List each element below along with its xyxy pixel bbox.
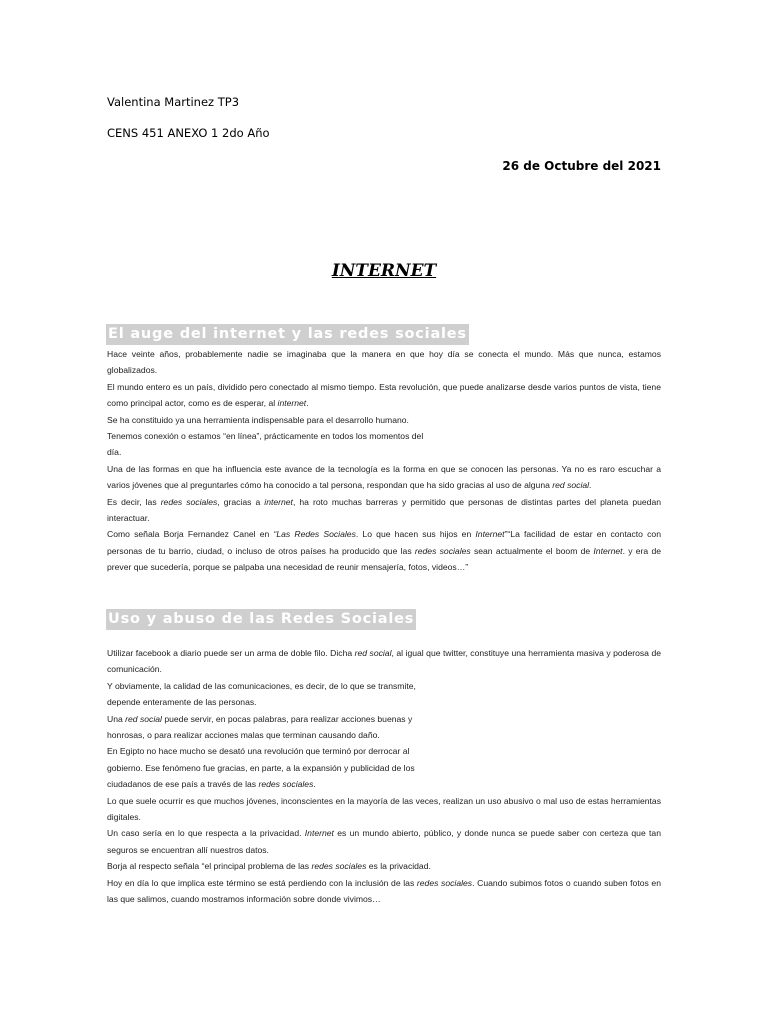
paragraph: Y obviamente, la calidad de las comunicaciones, es decir, de lo que se transmite, depende enteramente de las personas. <box>107 680 416 708</box>
paragraph: En Egipto no hace mucho se desató una revolución que terminó por derrocar al gobierno. Ese fenómeno fue gracias, en parte, a la expansión y publicidad de los ciudadanos de ese país a través de las redes sociales. <box>107 746 415 790</box>
section-body-auge <box>107 346 661 576</box>
paragraph: Hoy en día lo que implica este término se está perdiendo con la inclusión de las redes sociales. Cuando subimos fotos o cuando suben fotos en las que salimos, cuando mostramos información sobre donde vivimos… <box>107 877 661 905</box>
paragraph: Tenemos conexión o estamos “en línea”, prácticamente en todos los momentos del día. <box>107 431 424 458</box>
page-title: INTERNET <box>331 261 437 281</box>
section-body-uso <box>107 645 661 908</box>
paragraph: Es decir, las redes sociales, gracias a internet, ha roto muchas barreras y permitido que personas de distintas partes del planeta puedan interactuar. <box>107 496 662 524</box>
paragraph: Se ha constituido ya una herramienta indispensable para el desarrollo humano. <box>107 414 409 425</box>
paragraph: Utilizar facebook a diario puede ser un arma de doble filo. Dicha red social, al igual que twitter, constituye una herramienta masiva y poderosa de comunicación. <box>107 648 661 675</box>
paragraph: Borja al respecto señala “el principal problema de las redes sociales es la privacidad. <box>107 861 431 872</box>
paragraph: Hace veinte años, probablemente nadie se imaginaba que la manera en que hoy día se conecta el mundo. Más que nunca, estamos globalizados. <box>107 349 661 376</box>
date-line: 26 de Octubre del 2021 <box>502 159 661 173</box>
paragraph: Una de las formas en que ha influencia este avance de la tecnología es la forma en que se conocen las personas. Ya no es raro escuchar a varios jóvenes que al preguntarles cómo ha conocido a tal persona, respondan que ha sido gracias al uso de alguna red social. <box>107 463 661 491</box>
school-line: CENS 451 ANEXO 1 2do Año <box>107 126 270 140</box>
section-heading-auge: El auge del internet y las redes sociales <box>106 324 469 345</box>
author-line: Valentina Martinez TP3 <box>107 95 240 109</box>
paragraph: Una red social puede servir, en pocas palabras, para realizar acciones buenas y honrosas, o para realizar acciones malas que terminan causando daño. <box>107 713 413 741</box>
paragraph: Como señala Borja Fernandez Canel en “Las Redes Sociales. Lo que hacen sus hijos en Internet”“La facilidad de estar en contacto con personas de tu barrio, ciudad, o incluso de otros países ha producido que las redes sociales sean actualmente el boom de Internet. y era de prever que sucedería, porque se palpaba una necesidad de reunir mensajería, fotos, videos…” <box>107 529 662 573</box>
paragraph: El mundo entero es un país, dividido pero conectado al mismo tiempo. Esta revolución, que puede analizarse desde varios puntos de vista, tiene como principal actor, como es de esperar, al internet. <box>107 381 661 409</box>
paragraph: Un caso sería en lo que respecta a la privacidad. Internet es un mundo abierto, público, y donde nunca se puede saber con certeza que tan seguros se encuentran allí nuestros datos. <box>107 828 661 855</box>
section-heading-uso: Uso y abuso de las Redes Sociales <box>106 609 416 630</box>
paragraph: Lo que suele ocurrir es que muchos jóvenes, inconscientes en la mayoría de las veces, realizan un uso abusivo o mal uso de estas herramientas digitales. <box>107 795 661 823</box>
